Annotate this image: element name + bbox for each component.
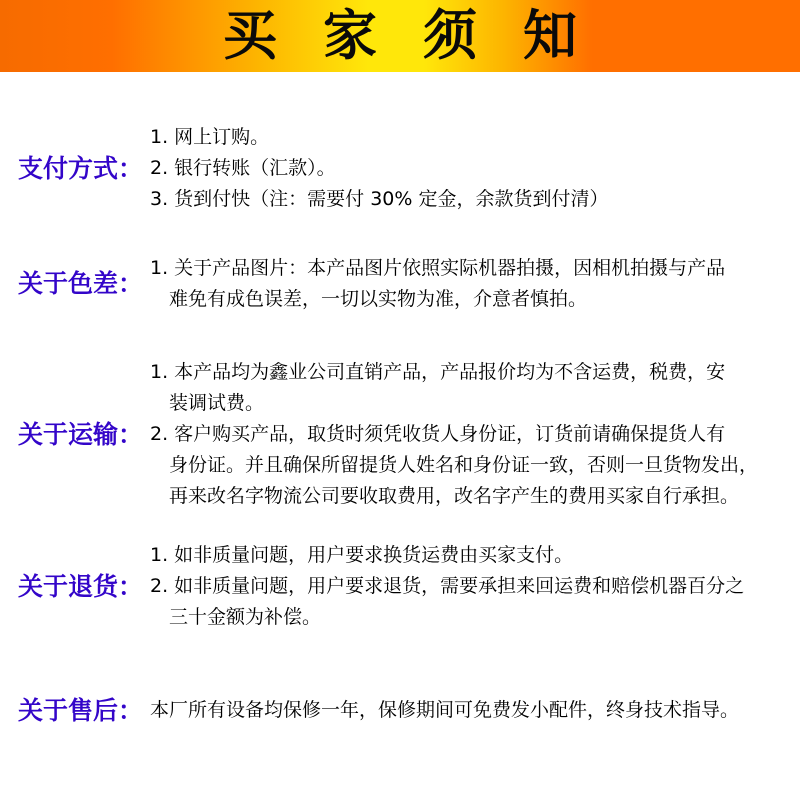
section-content: [150, 357, 758, 512]
section-payment-method: [0, 122, 800, 215]
notice-line: 装调试费。: [169, 392, 265, 414]
section-label: 关于售后：: [18, 695, 144, 725]
notice-line: 3. 货到付快（注：需要付 30% 定金，余款货到付清）: [150, 188, 609, 210]
notice-line: 身份证。并且确保所留提货人姓名和身份证一致，否则一旦货物发出，: [169, 454, 759, 476]
notice-line: 2. 银行转账（汇款）。: [150, 157, 336, 179]
page-title: 买家须知: [223, 4, 623, 67]
banner: [0, 0, 800, 72]
section-shipping: [0, 357, 800, 512]
notice-item: [150, 122, 740, 153]
section-label: 支付方式：: [18, 153, 144, 183]
section-after-sales: [0, 695, 800, 726]
notice-line: 难免有成色误差，一切以实物为准，介意者慎拍。: [169, 288, 588, 310]
notice-item: [150, 571, 744, 633]
section-content: [150, 695, 740, 726]
section-content: [150, 540, 744, 633]
notice-item: [150, 253, 740, 315]
section-label: 关于运输：: [18, 419, 144, 449]
section-color-difference: [0, 253, 800, 315]
section-returns: [0, 540, 800, 633]
notice-line: 1. 如非质量问题，用户要求换货运费由买家支付。: [150, 544, 574, 566]
notice-item: [150, 184, 740, 215]
notice-line: 1. 本产品均为鑫业公司直销产品，产品报价均为不含运费，税费，安: [150, 361, 726, 383]
notice-sections: [0, 72, 800, 726]
notice-item: [150, 695, 740, 726]
notice-line: 2. 如非质量问题，用户要求退货，需要承担来回运费和赔偿机器百分之: [150, 575, 745, 597]
section-label: 关于色差：: [18, 269, 144, 298]
notice-line: 2. 客户购买产品，取货时须凭收货人身份证，订货前请确保提货人有: [150, 423, 726, 445]
notice-item: [150, 540, 744, 571]
notice-line: 1. 关于产品图片：本产品图片依照实际机器拍摄，因相机拍摄与产品: [150, 257, 726, 279]
notice-item: [150, 419, 758, 512]
notice-item: [150, 153, 740, 184]
notice-line: 1. 网上订购。: [150, 126, 270, 148]
notice-line: 本厂所有设备均保修一年，保修期间可免费发小配件，终身技术指导。: [150, 699, 740, 721]
section-label: 关于退货：: [18, 571, 144, 601]
notice-line: 再来改名字物流公司要收取费用，改名字产生的费用买家自行承担。: [169, 485, 740, 507]
notice-item: [150, 357, 758, 419]
notice-line: 三十金额为补偿。: [169, 606, 322, 628]
section-content: [150, 122, 740, 215]
section-content: [150, 253, 740, 315]
